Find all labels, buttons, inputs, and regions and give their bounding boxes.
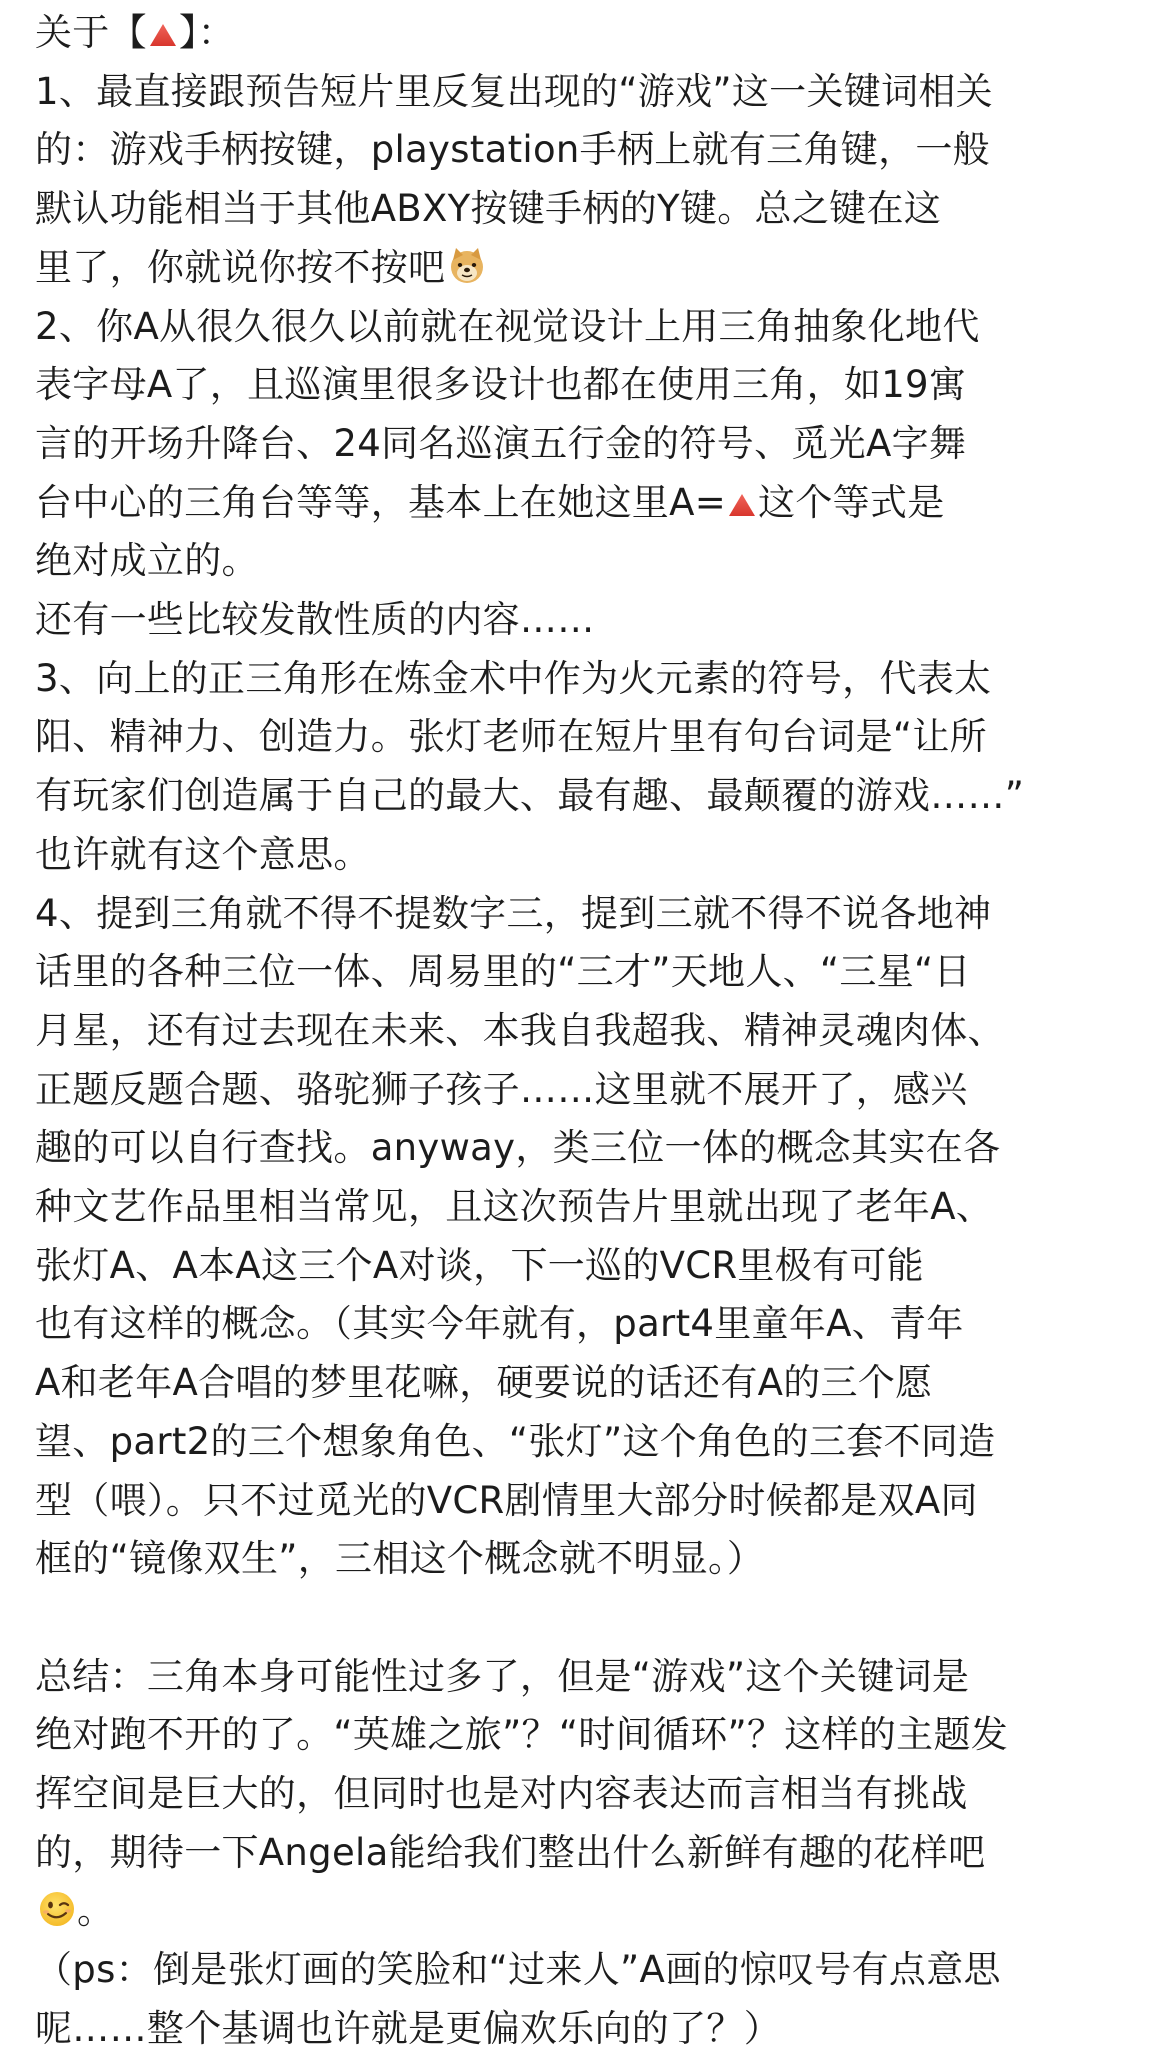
p4-line-10: 望、part2的三个想象角色、“张灯”这个角色的三套不同造	[35, 1419, 996, 1463]
p2-line-4-before: 台中心的三角台等等，基本上在她这里A=	[35, 480, 727, 524]
intro-before: 关于【	[35, 11, 147, 54]
p1-line-2: 的：游戏手柄按键，playstation手柄上就有三角键，一般	[35, 128, 990, 172]
p3-line-3: 有玩家们创造属于自己的最大、最有趣、最颠覆的游戏……”	[35, 774, 1025, 818]
transition-line	[35, 591, 1145, 650]
p1-line-4	[35, 239, 1145, 298]
p1-line-3: 默认功能相当于其他ABXY按键手柄的Y键。总之键在这	[35, 187, 942, 231]
wink-emoji-icon	[37, 1889, 77, 1929]
doge-emoji-icon	[447, 246, 487, 286]
summary-line-1: 总结：三角本身可能性过多了，但是“游戏”这个关键词是	[35, 1654, 970, 1698]
p1-line-4-text: 里了，你就说你按不按吧	[35, 245, 446, 289]
transition-text: 还有一些比较发散性质的内容……	[35, 598, 595, 642]
p1-line-1: 1、最直接跟预告短片里反复出现的“游戏”这一关键词相关	[35, 69, 993, 113]
p4-line-2: 话里的各种三位一体、周易里的“三才”天地人、“三星“日	[35, 950, 971, 994]
p4-line-3: 月星，还有过去现在未来、本我自我超我、精神灵魂肉体、	[35, 1008, 1005, 1052]
summary-line-2: 绝对跑不开的了。“英雄之旅”？“时间循环”？这样的主题发	[35, 1713, 1009, 1757]
p2-line-1: 2、你A从很久很久以前就在视觉设计上用三角抽象化地代	[35, 304, 980, 348]
p4-line-5: 趣的可以自行查找。anyway，类三位一体的概念其实在各	[35, 1126, 1001, 1170]
ps-paragraph	[35, 1941, 1145, 2058]
intro-text	[35, 4, 1145, 63]
p2-line-4	[35, 474, 1145, 533]
summary-line-5	[35, 1882, 1145, 1941]
intro-after: 】：	[178, 11, 236, 54]
summary-line-4: 的，期待一下Angela能给我们整出什么新鲜有趣的花样吧	[35, 1830, 986, 1874]
paragraph-3	[35, 650, 1145, 885]
p3-line-2: 阳、精神力、创造力。张灯老师在短片里有句台词是“让所	[35, 715, 987, 759]
post-text	[35, 4, 1145, 2059]
p3-line-4: 也许就有这个意思。	[35, 832, 371, 876]
p2-line-4-after: 这个等式是	[758, 480, 945, 524]
p4-line-9: A和老年A合唱的梦里花嘛，硬要说的话还有A的三个愿	[35, 1361, 933, 1405]
summary-line-3: 挥空间是巨大的，但同时也是对内容表达而言相当有挑战	[35, 1772, 968, 1816]
p2-line-2: 表字母A了，且巡演里很多设计也都在使用三角，如19寓	[35, 363, 967, 407]
paragraph-1	[35, 63, 1145, 298]
red-triangle-icon	[728, 493, 756, 517]
ps-line-1: （ps：倒是张灯画的笑脸和“过来人”A画的惊叹号有点意思	[35, 1948, 1001, 1992]
p4-line-6: 种文艺作品里相当常见，且这次预告片里就出现了老年A、	[35, 1185, 994, 1229]
p4-line-4: 正题反题合题、骆驼狮子孩子……这里就不展开了，感兴	[35, 1067, 968, 1111]
p4-line-12: 框的“镜像双生”，三相这个概念就不明显。）	[35, 1537, 765, 1581]
p4-line-11: 型（喂）。只不过觅光的VCR剧情里大部分时候都是双A同	[35, 1478, 978, 1522]
p4-line-8: 也有这样的概念。（其实今年就有，part4里童年A、青年	[35, 1302, 964, 1346]
p4-line-1: 4、提到三角就不得不提数字三，提到三就不得不说各地神	[35, 891, 992, 935]
p3-line-1: 3、向上的正三角形在炼金术中作为火元素的符号，代表太	[35, 656, 992, 700]
blank-line	[35, 1589, 1145, 1648]
paragraph-4	[35, 885, 1145, 1589]
summary-paragraph	[35, 1648, 1145, 1942]
p2-line-3: 言的开场升降台、24同名巡演五行金的符号、觅光A字舞	[35, 421, 967, 465]
summary-line-5-text: 。	[77, 1889, 115, 1933]
red-triangle-icon	[149, 23, 177, 47]
ps-line-2: 呢……整个基调也许就是更偏欢乐向的了？）	[35, 2006, 781, 2050]
intro-line	[35, 4, 1145, 63]
p2-line-5: 绝对成立的。	[35, 539, 259, 583]
paragraph-2	[35, 298, 1145, 592]
p4-line-7: 张灯A、A本A这三个A对谈，下一巡的VCR里极有可能	[35, 1243, 924, 1287]
